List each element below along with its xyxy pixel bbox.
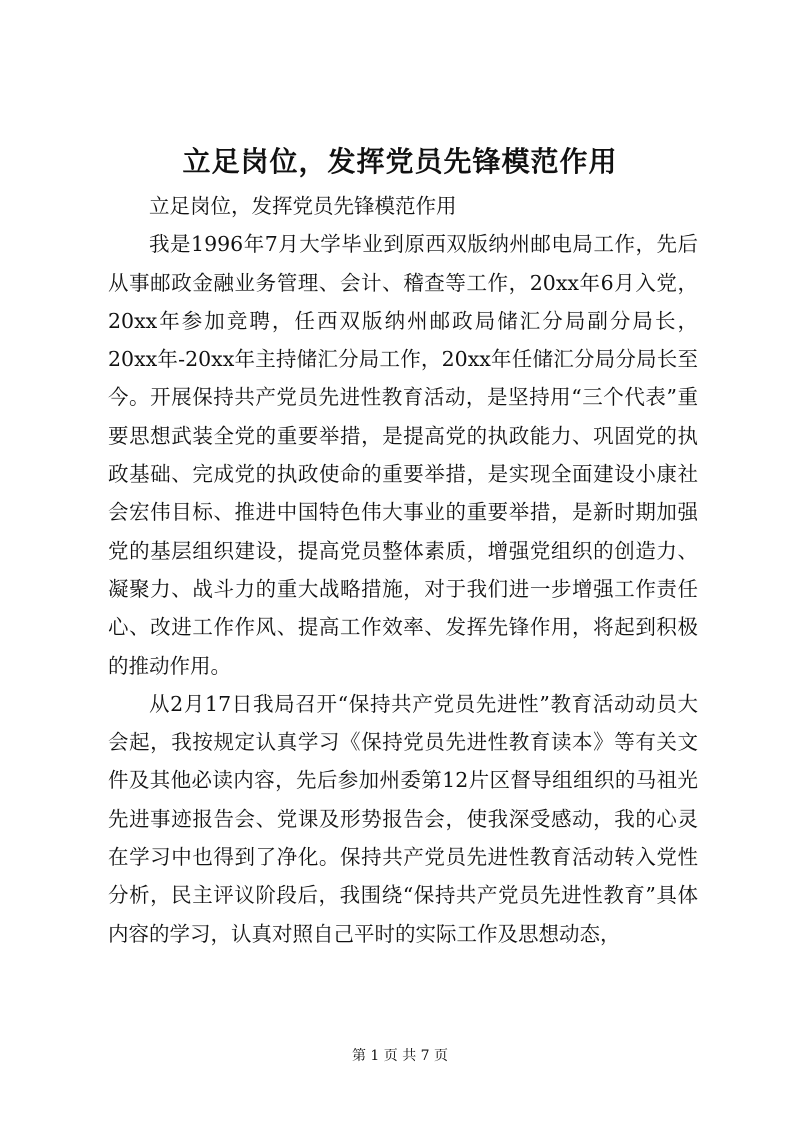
document-body [108,187,698,953]
subtitle-paragraph: 立足岗位，发挥党员先锋模范作用 [149,194,457,218]
document-title: 立足岗位，发挥党员先锋模范作用 [182,145,618,178]
page-number: 第 1 页 共 7 页 [351,1048,449,1064]
paragraph: 从2月17日我局召开“保持共产党员先进性”教育活动动员大会起，我按规定认真学习《保持党员先进性教育读本》等有关文件及其他必读内容，先后参加州委第12片区督导组组织的马祖光先进事迹报告会、党课及形势报告会，使我深受感动，我的心灵在学习中也得到了净化。保持共产党员先进性教育活动转入党性分析，民主评议阶段后，我围绕“保持共产党员先进性教育”具体内容的学习，认真对照自己平时的实际工作及思想动态， [108,691,698,946]
paragraph: 我是1996年7月大学毕业到原西双版纳州邮电局工作，先后从事邮政金融业务管理、会计、稽查等工作，20xx年6月入党，20xx年参加竞聘，任西双版纳州邮政局储汇分局副分局长，20xx年-20xx年主持储汇分局工作，20xx年任储汇分局分局长至今。开展保持共产党员先进性教育活动，是坚持用“三个代表”重要思想武装全党的重要举措，是提高党的执政能力、巩固党的执政基础、完成党的执政使命的重要举措，是实现全面建设小康社会宏伟目标、推进中国特色伟大事业的重要举措，是新时期加强党的基层组织建设，提高党员整体素质，增强党组织的创造力、凝聚力、战斗力的重大战略措施，对于我们进一步增强工作责任心、改进工作作风、提高工作效率、发挥先锋作用，将起到积极的推动作用。 [108,232,698,678]
